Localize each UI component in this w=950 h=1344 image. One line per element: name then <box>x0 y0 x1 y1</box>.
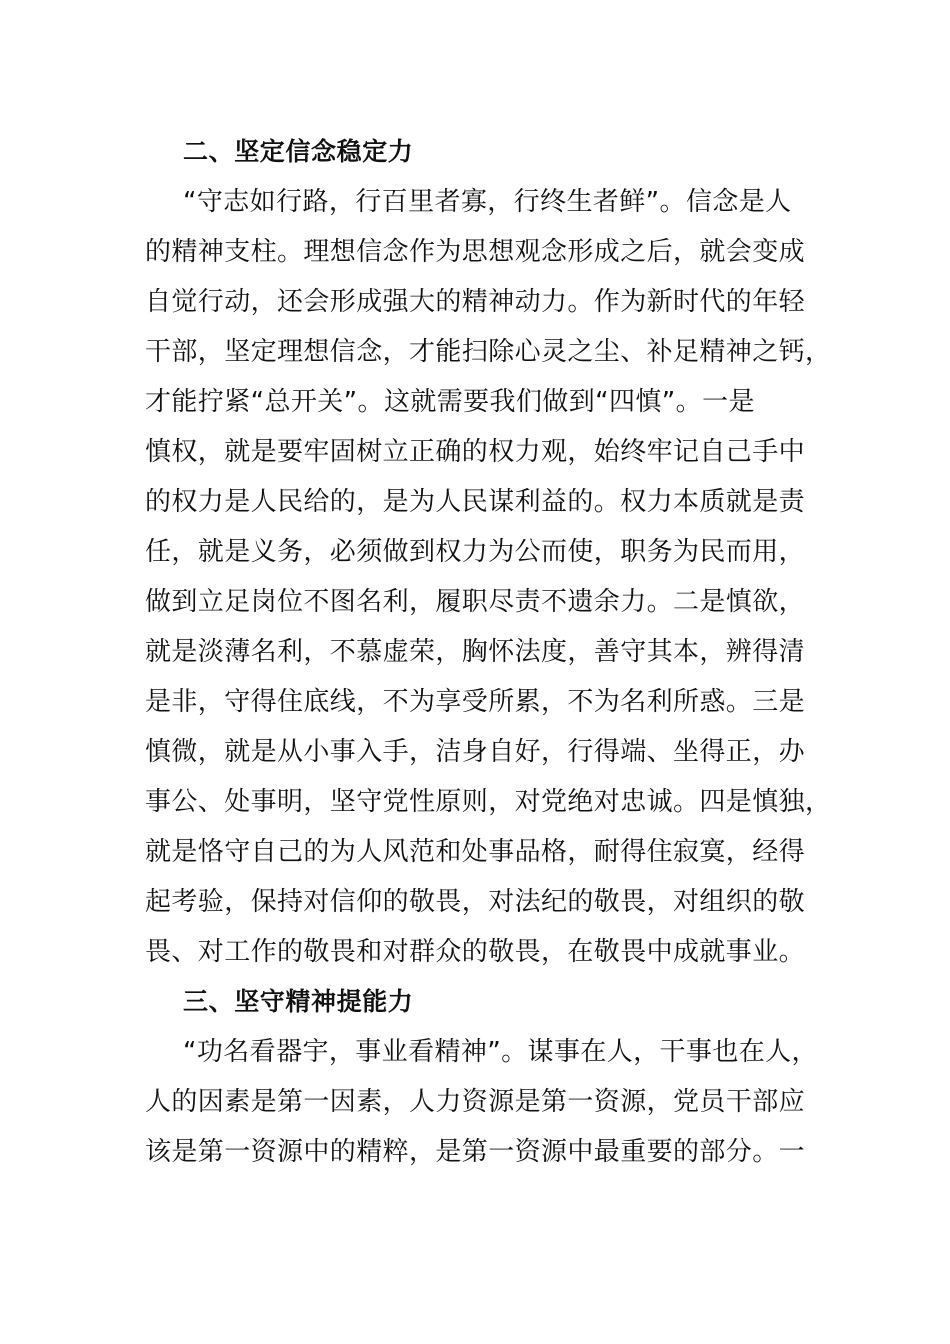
paragraph-line: 是非，守得住底线，不为享受所累，不为名利所惑。三是 <box>145 687 806 717</box>
section-heading: 三、坚守精神提能力 <box>183 987 414 1016</box>
paragraph-line: 做到立足岗位不图名利，履职尽责不遗余力。二是慎欲， <box>145 587 806 617</box>
paragraph-line: 任，就是义务，必须做到权力为公而使，职务为民而用， <box>145 537 806 567</box>
paragraph-line: 就是恪守自己的为人风范和处事品格，耐得住寂寞，经得 <box>145 837 806 867</box>
paragraph-line: 人的因素是第一因素，人力资源是第一资源，党员干部应 <box>145 1087 806 1117</box>
section-heading: 二、坚定信念稳定力 <box>183 137 414 166</box>
paragraph-line: 畏、对工作的敬畏和对群众的敬畏，在敬畏中成就事业。 <box>145 937 806 967</box>
paragraph-line: 该是第一资源中的精粹，是第一资源中最重要的部分。一 <box>145 1137 806 1167</box>
paragraph-line: 就是淡薄名利，不慕虚荣，胸怀法度，善守其本，辨得清 <box>145 637 806 667</box>
paragraph-line: “功名看器宇，事业看精神”。谋事在人，干事也在人， <box>183 1037 818 1067</box>
paragraph-line: “守志如行路，行百里者寡，行终生者鲜”。信念是人 <box>183 187 792 217</box>
paragraph-line: 的权力是人民给的，是为人民谋利益的。权力本质就是责 <box>145 487 806 517</box>
paragraph-line: 慎权，就是要牢固树立正确的权力观，始终牢记自己手中 <box>145 437 806 467</box>
paragraph-line: 起考验，保持对信仰的敬畏，对法纪的敬畏，对组织的敬 <box>145 887 806 917</box>
paragraph-line: 的精神支柱。理想信念作为思想观念形成之后，就会变成 <box>145 237 806 267</box>
paragraph-line: 才能拧紧“总开关”。这就需要我们做到“四慎”。一是 <box>145 387 755 417</box>
paragraph-line: 慎微，就是从小事入手，洁身自好，行得端、坐得正，办 <box>145 737 806 767</box>
paragraph-line: 自觉行动，还会形成强大的精神动力。作为新时代的年轻 <box>145 287 806 317</box>
paragraph-line: 干部，坚定理想信念，才能扫除心灵之尘、补足精神之钙， <box>145 337 832 367</box>
paragraph-line: 事公、处事明，坚守党性原则，对党绝对忠诚。四是慎独， <box>145 787 832 817</box>
